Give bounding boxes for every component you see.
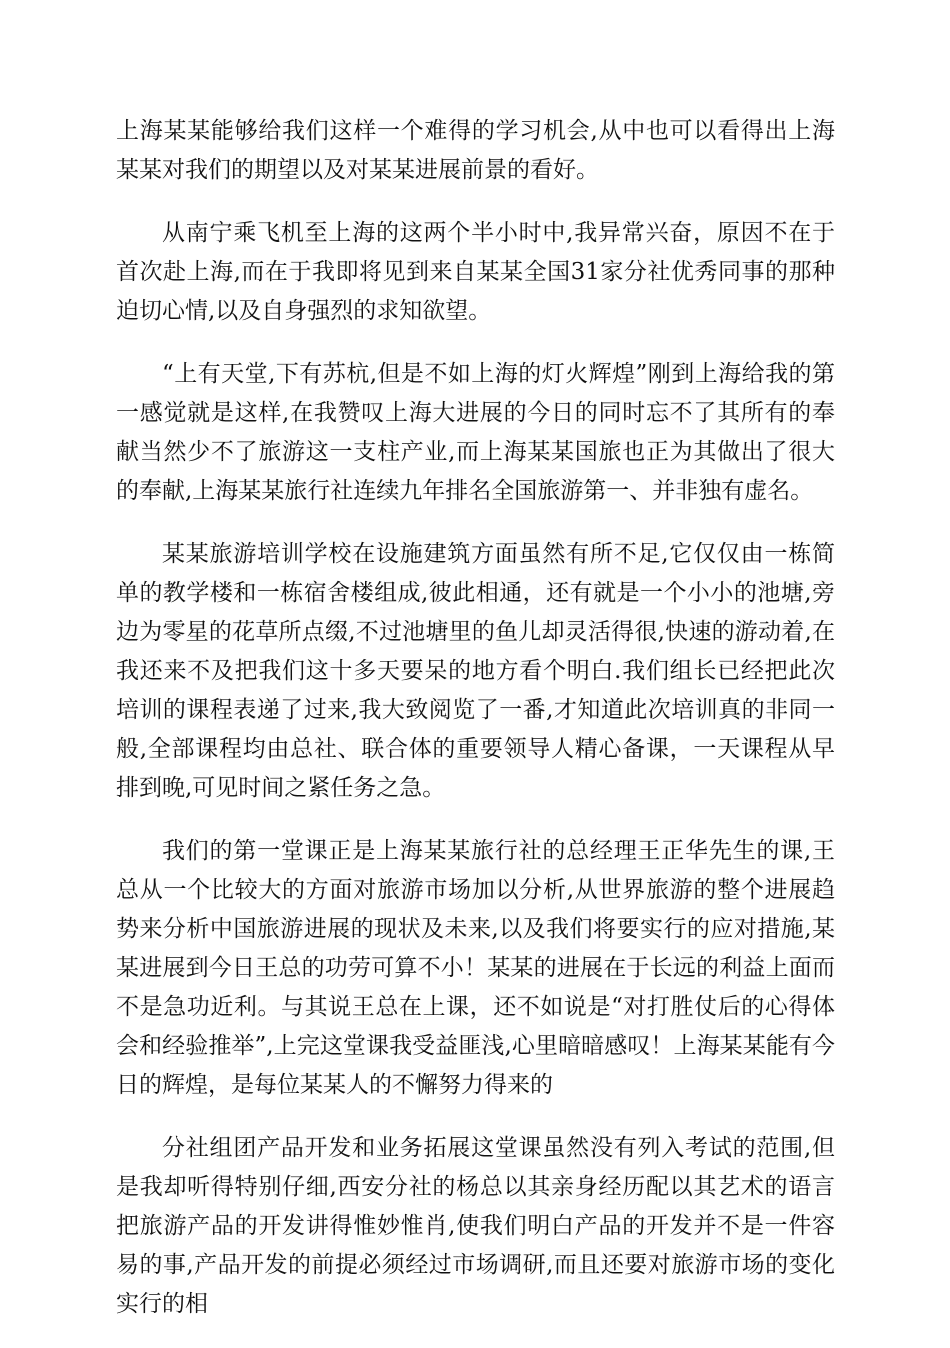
paragraph-2: 从南宁乘飞机至上海的这两个半小时中,我异常兴奋，原因不在于首次赴上海,而在于我即将见到来自某某全国31家分社优秀同事的那种迫切心情,以及自身强烈的求知欲望。 [116,220,835,324]
paragraph-6: 分社组团产品开发和业务拓展这堂课虽然没有列入考试的范围,但是我却听得特别仔细,西安分社的杨总以其亲身经历配以其艺术的语言把旅游产品的开发讲得惟妙惟肖,使我们明白产品的开发并不是一件容易的事,产品开发的前提必须经过市场调研,而且还要对旅游市场的变化实行的相 [116,1135,835,1317]
paragraph-4: 某某旅游培训学校在设施建筑方面虽然有所不足,它仅仅由一栋简单的教学楼和一栋宿舍楼组成,彼此相通，还有就是一个小小的池塘,旁边为零星的花草所点缀,不过池塘里的鱼儿却灵活得很,快速的游动着,在我还来不及把我们这十多天要呆的地方看个明白.我们组长已经把此次培训的课程表递了过来,我大致阅览了一番,才知道此次培训真的非同一般,全部课程均由总社、联合体的重要领导人精心备课，一天课程从早排到晚,可见时间之紧任务之急。 [116,541,835,801]
paragraph-5: 我们的第一堂课正是上海某某旅行社的总经理王正华先生的课,王总从一个比较大的方面对旅游市场加以分析,从世界旅游的整个进展趋势来分析中国旅游进展的现状及未来,以及我们将要实行的应对措施,某某进展到今日王总的功劳可算不小！某某的进展在于长远的利益上面而不是急功近利。与其说王总在上课，还不如说是“对打胜仗后的心得体会和经验推举”,上完这堂课我受益匪浅,心里暗暗感叹！上海某某能有今日的辉煌，是每位某某人的不懈努力得来的 [116,838,835,1098]
paragraph-3: “上有天堂,下有苏杭,但是不如上海的灯火辉煌”刚到上海给我的第一感觉就是这样,在我赞叹上海大进展的今日的同时忘不了其所有的奉献当然少不了旅游这一支柱产业,而上海某某国旅也正为其做出了很大的奉献,上海某某旅行社连续九年排名全国旅游第一、并非独有虚名。 [116,361,835,504]
document-body [116,112,835,1348]
paragraph-1: 上海某某能够给我们这样一个难得的学习机会,从中也可以看得出上海某某对我们的期望以及对某某进展前景的看好。 [116,118,835,183]
